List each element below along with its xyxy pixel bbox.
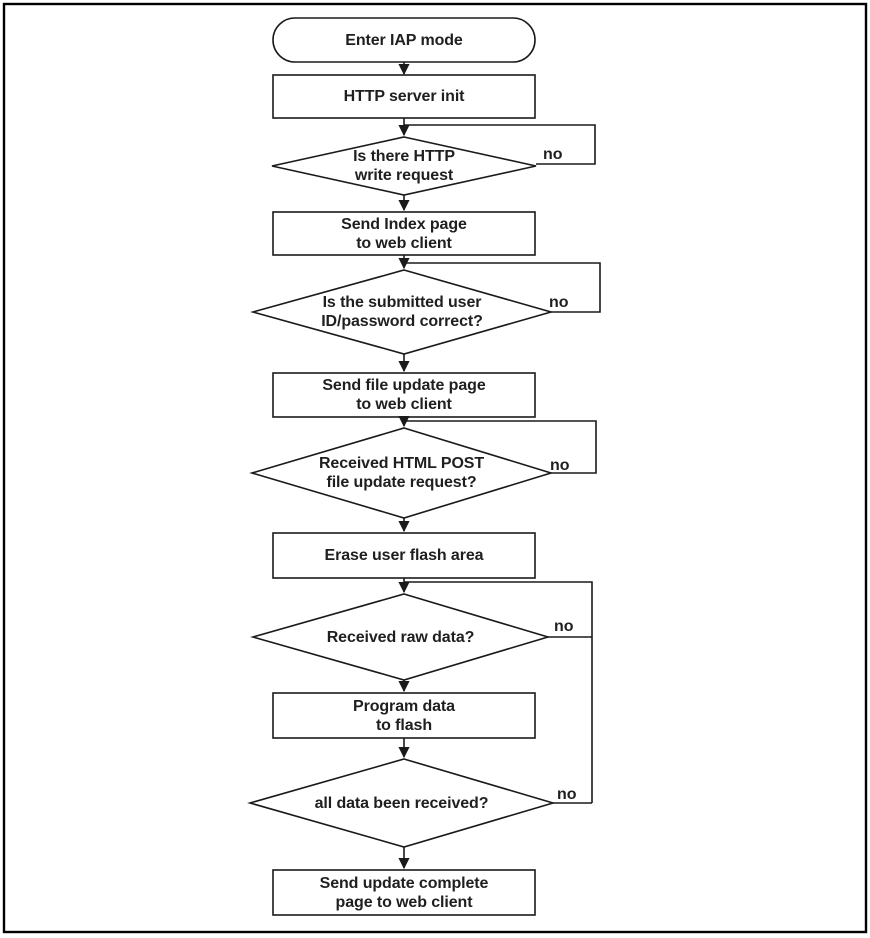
process-program-data-shape [273,693,535,738]
process-http-server-init-shape [273,75,535,118]
edge-no-label-decision2: no [549,294,569,311]
decision-received-raw-data-shape [253,594,548,680]
process-send-index-page-shape [273,212,535,255]
decision-html-post-shape [252,428,551,518]
terminator-enter-iap-mode-shape [273,18,535,62]
decision-http-write-request-shape [272,137,536,195]
process-erase-flash-label: Erase user flash area [324,547,484,564]
process-send-file-update-page-shape [273,373,535,417]
decision-html-post-label: Received HTML POST file update request? [318,455,485,491]
process-send-file-update-page-label: Send file update page to web client [322,377,486,413]
decision-id-password-shape [253,270,551,354]
decision-received-raw-data-label: Received raw data? [326,628,475,646]
decision-all-data-received-shape [250,759,553,847]
process-send-update-complete-shape [273,870,535,915]
process-erase-flash-shape [273,533,535,578]
process-send-update-complete-label: Send update complete page to web client [319,874,489,911]
decision-http-write-request-label: Is there HTTP write request [353,148,455,184]
decision-id-password-label: Is the submitted user ID/password correct? [321,294,483,330]
decision-all-data-received-label: all data been received? [314,794,489,812]
edge-no-label-decision1: no [543,146,563,163]
process-program-data-label: Program data to flash [353,697,455,734]
edge-no-label-decision3: no [550,457,570,474]
process-http-server-init-label: HTTP server init [343,88,465,105]
terminator-enter-iap-mode-label: Enter IAP mode [345,31,463,49]
edge-no-label-decision4: no [554,618,574,635]
edge-no-label-decision5: no [557,786,577,803]
process-send-index-page-label: Send Index page to web client [341,215,467,252]
